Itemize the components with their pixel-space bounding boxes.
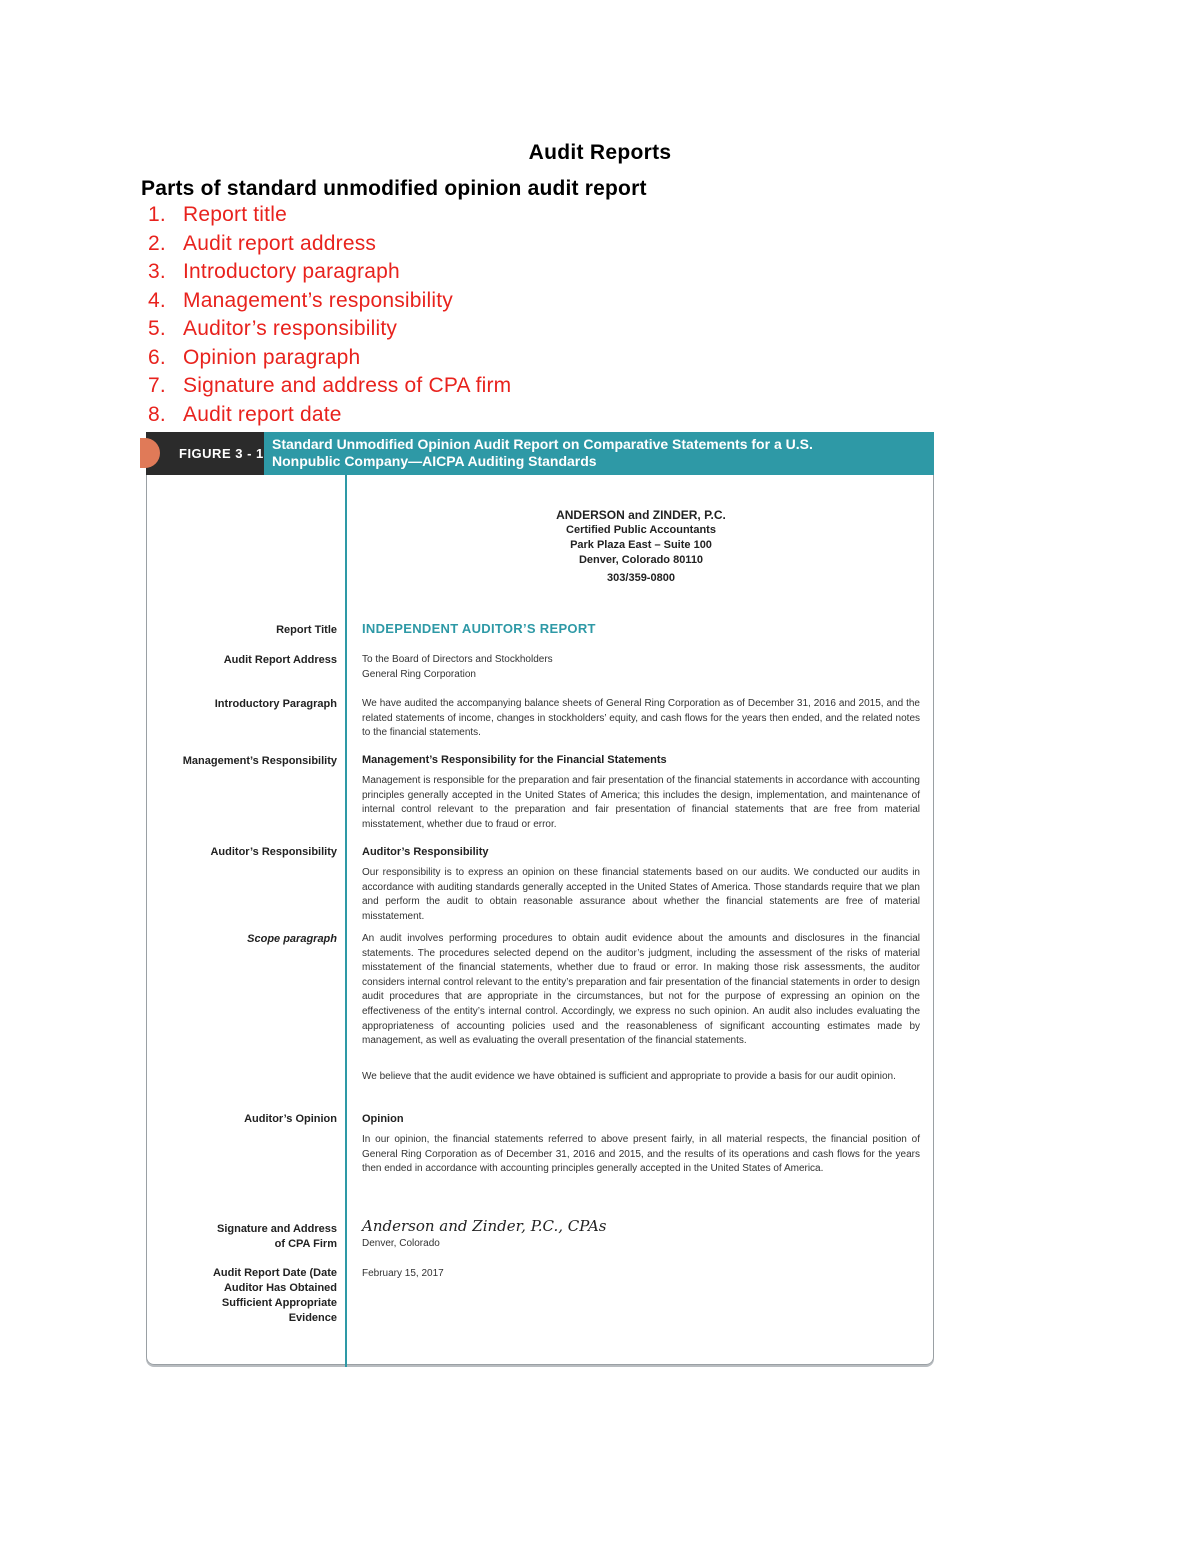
address-line: General Ring Corporation xyxy=(362,668,476,680)
list-item xyxy=(148,315,511,344)
firm-type: Certified Public Accountants xyxy=(566,524,716,536)
figure-caption xyxy=(272,436,813,470)
figure-caption-line: Nonpublic Company—AICPA Auditing Standards xyxy=(272,453,597,469)
figure-caption-line: Standard Unmodified Opinion Audit Report on Comparative Statements for a U.S. xyxy=(272,436,813,452)
address-line: To the Board of Directors and Stockholders xyxy=(362,654,553,665)
management-heading: Management’s Responsibility for the Financial Statements xyxy=(362,754,667,766)
basis-paragraph: We believe that the audit evidence we have obtained is sufficient and appropriate to provide a basis for our audit opinion. xyxy=(362,1071,896,1082)
list-label: Introductory paragraph xyxy=(183,260,400,284)
list-number: 1. xyxy=(148,203,166,227)
label-report-date xyxy=(213,1266,337,1326)
list-number: 6. xyxy=(148,345,166,369)
list-label: Signature and address of CPA firm xyxy=(183,374,512,398)
figure-tab xyxy=(146,432,264,475)
list-item xyxy=(148,287,511,316)
document-title: Audit Reports xyxy=(528,141,672,164)
scope-paragraph: An audit involves performing procedures to obtain audit evidence about the amounts and disclosures in the financial statements. The procedures selected depend on the auditor’s judgment, including the assessment of the risks of material misstatement of the financial statements, whether due to fraud or error. In making those risk assessments, the auditor considers internal control relevant to the entity’s preparation and fair presentation of the financial statements in order to design audit procedures that are appropriate in the circumstances, but not for the purpose of expressing an opinion on the effectiveness of the entity’s internal control. Accordingly, we express no such opinion. An audit also includes evaluating the appropriateness of accounting policies used and the reasonableness of significant accounting estimates made by management, as well as evaluating the overall presentation of the financial statements. xyxy=(362,933,920,1047)
list-number: 7. xyxy=(148,374,166,398)
label-scope: Scope paragraph xyxy=(247,933,337,945)
list-item xyxy=(148,344,511,373)
list-label: Audit report date xyxy=(183,402,342,426)
firm-phone: 303/359-0800 xyxy=(607,572,675,584)
list-label: Audit report address xyxy=(183,231,377,255)
list-item xyxy=(148,258,511,287)
list-number: 8. xyxy=(148,402,166,426)
firm-street: Park Plaza East – Suite 100 xyxy=(570,539,712,551)
figure-header xyxy=(146,432,934,475)
intro-paragraph: We have audited the accompanying balance sheets of General Ring Corporation as of December 31, 2016 and 2015, and the related statements of income, changes in stockholders’ equity, and cash flows for the years then ended, and the related notes to the financial statements. xyxy=(362,698,920,739)
firm-city: Denver, Colorado 80110 xyxy=(578,554,704,566)
auditor-heading: Auditor’s Responsibility xyxy=(362,846,489,858)
list-item xyxy=(148,201,511,230)
figure-label: FIGURE 3 - 1 xyxy=(179,446,264,461)
label-auditor: Auditor’s Responsibility xyxy=(210,846,337,858)
figure-3-1 xyxy=(146,432,934,1368)
list-number: 4. xyxy=(148,288,166,312)
label-opinion: Auditor’s Opinion xyxy=(244,1113,337,1125)
label-line: Sufficient Appropriate xyxy=(221,1297,337,1309)
signature-city: Denver, Colorado xyxy=(362,1238,440,1249)
firm-name: ANDERSON and ZINDER, P.C. xyxy=(556,508,726,522)
list-label: Opinion paragraph xyxy=(183,345,361,369)
report-address xyxy=(362,653,920,682)
label-line: of CPA Firm xyxy=(274,1238,337,1250)
figure-divider xyxy=(345,475,347,1367)
list-item xyxy=(148,401,511,430)
label-address: Audit Report Address xyxy=(223,654,337,666)
figure-bullet-icon xyxy=(140,438,160,468)
list-label: Report title xyxy=(183,203,287,227)
list-number: 5. xyxy=(148,317,166,341)
list-item xyxy=(148,372,511,401)
list-number: 3. xyxy=(148,260,166,284)
label-line: Auditor Has Obtained xyxy=(223,1282,337,1294)
parts-list xyxy=(148,201,511,429)
label-intro: Introductory Paragraph xyxy=(214,698,337,710)
list-label: Auditor’s responsibility xyxy=(183,317,398,341)
list-label: Management’s responsibility xyxy=(183,288,453,312)
label-signature xyxy=(217,1222,337,1252)
firm-letterhead xyxy=(376,508,906,586)
opinion-heading: Opinion xyxy=(362,1113,404,1125)
firm-signature: Anderson and Zinder, P.C., CPAs xyxy=(362,1217,607,1235)
label-line: Evidence xyxy=(288,1312,337,1324)
label-line: Signature and Address xyxy=(216,1223,337,1235)
list-number: 2. xyxy=(148,231,166,255)
management-paragraph: Management is responsible for the preparation and fair presentation of the financial statements in accordance with accounting principles generally accepted in the United States of America; this includes the design, implementation, and maintenance of internal control relevant to the preparation and fair presentation of financial statements that are free from material misstatement, whether due to fraud or error. xyxy=(362,775,920,830)
opinion-paragraph: In our opinion, the financial statements referred to above present fairly, in all material respects, the financial position of General Ring Corporation as of December 31, 2016 and 2015, and the results of its operations and cash flows for the years then ended in accordance with accounting principles generally accepted in the United States of America. xyxy=(362,1134,920,1175)
list-item xyxy=(148,230,511,259)
report-title: INDEPENDENT AUDITOR’S REPORT xyxy=(362,621,596,636)
label-report-title: Report Title xyxy=(276,624,337,636)
report-date: February 15, 2017 xyxy=(362,1268,444,1279)
auditor-paragraph: Our responsibility is to express an opinion on these financial statements based on our audits. We conducted our audits in accordance with auditing standards generally accepted in the United States of America. Those standards require that we plan and perform the audit to obtain reasonable assurance about whether the financial statements are free of material misstatement. xyxy=(362,867,920,922)
label-management: Management’s Responsibility xyxy=(182,755,337,767)
document-subtitle: Parts of standard unmodified opinion audit report xyxy=(141,177,647,200)
label-line: Audit Report Date (Date xyxy=(212,1267,337,1279)
